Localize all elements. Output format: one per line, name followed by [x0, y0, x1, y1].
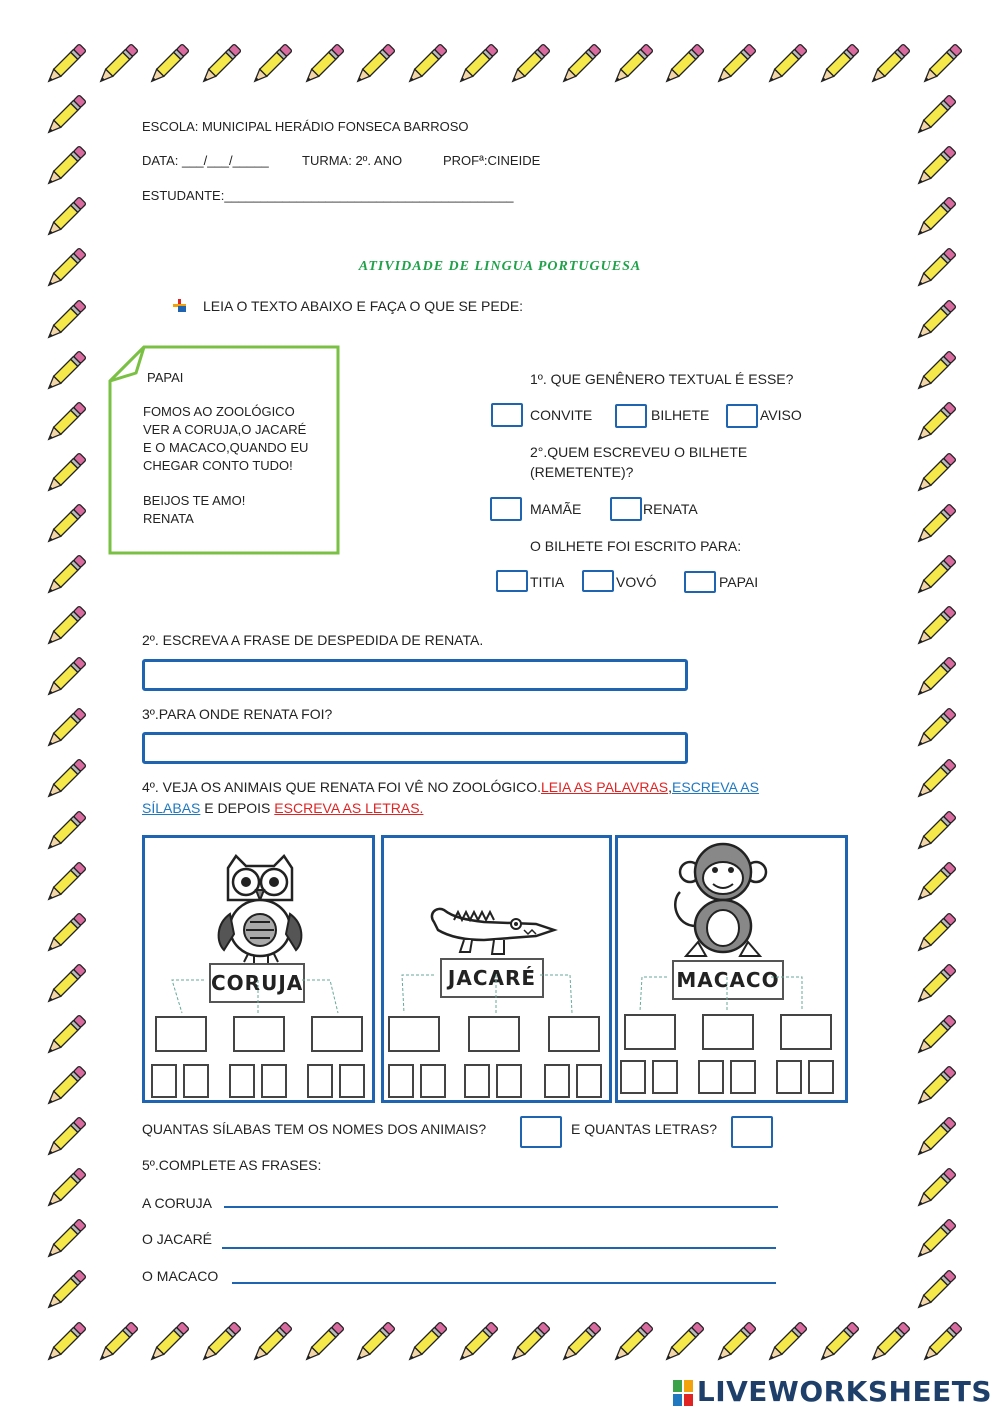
- pencil-icon: [763, 1320, 809, 1366]
- pencil-icon: [912, 962, 958, 1008]
- pencil-icon: [42, 144, 88, 190]
- sentence-coruja-label: A CORUJA: [142, 1195, 213, 1211]
- read-words-link: LEIA AS PALAVRAS: [541, 779, 669, 795]
- vovo-label: VOVÓ: [616, 574, 657, 590]
- q5-question: 5º.COMPLETE AS FRASES:: [142, 1157, 322, 1173]
- pencil-icon: [912, 911, 958, 957]
- papai-label: PAPAI: [719, 574, 759, 590]
- renata-checkbox[interactable]: [610, 497, 642, 521]
- q4-comma: ,: [668, 779, 673, 795]
- q3-question: O BILHETE FOI ESCRITO PARA:: [530, 538, 742, 554]
- pencil-icon: [918, 42, 964, 88]
- pencil-icon: [42, 911, 88, 957]
- titia-label: TITIA: [530, 574, 565, 590]
- convite-label: CONVITE: [530, 407, 593, 423]
- pencil-icon: [42, 349, 88, 395]
- pencil-icon: [712, 1320, 758, 1366]
- pencil-icon: [94, 1320, 140, 1366]
- pencil-icon: [506, 42, 552, 88]
- syllable-count-input[interactable]: [520, 1116, 562, 1148]
- q4-middle: E DEPOIS: [200, 800, 275, 816]
- pencil-icon: [912, 809, 958, 855]
- pencil-icon: [557, 42, 603, 88]
- pencil-icon: [42, 809, 88, 855]
- note-line-3: E O MACACO,QUANDO EU: [143, 440, 309, 455]
- pencil-icon: [42, 1013, 88, 1059]
- pencil-icon: [42, 860, 88, 906]
- pencil-icon: [42, 1115, 88, 1161]
- letter-count-question: E QUANTAS LETRAS?: [571, 1121, 718, 1137]
- pencil-icon: [912, 757, 958, 803]
- papai-checkbox[interactable]: [684, 571, 716, 593]
- pencil-icon: [145, 42, 191, 88]
- pencil-icon: [660, 42, 706, 88]
- macaco-word: MACACO: [672, 960, 784, 1000]
- coruja-word: CORUJA: [209, 963, 305, 1003]
- write-syllables-link: ESCREVA AS: [672, 779, 759, 795]
- pencil-icon: [403, 42, 449, 88]
- pencil-icon: [912, 706, 958, 752]
- bullet-icon: [172, 298, 188, 314]
- pencil-icon: [912, 604, 958, 650]
- pencil-icon: [94, 42, 140, 88]
- pencil-icon: [912, 1013, 958, 1059]
- pencil-icon: [42, 553, 88, 599]
- pencil-icon: [42, 1320, 88, 1366]
- pencil-icon: [912, 1064, 958, 1110]
- where-answer-input[interactable]: [142, 732, 688, 764]
- pencil-icon: [866, 1320, 912, 1366]
- q4-line2: [142, 800, 423, 816]
- teacher-field: PROFª:CINEIDE: [443, 153, 541, 168]
- pencil-icon: [42, 195, 88, 241]
- farewell-answer-input[interactable]: [142, 659, 688, 691]
- sentence-macaco-label: O MACACO: [142, 1268, 219, 1284]
- pencil-icon: [42, 451, 88, 497]
- pencil-icon: [912, 860, 958, 906]
- sentence-coruja-line[interactable]: [224, 1206, 778, 1208]
- pencil-icon: [300, 42, 346, 88]
- pencil-icon: [912, 553, 958, 599]
- pencil-icon: [912, 349, 958, 395]
- pencil-icon: [454, 1320, 500, 1366]
- syllables-link: SÍLABAS: [142, 800, 201, 816]
- connector-lines: [142, 835, 848, 1103]
- pencil-icon: [42, 757, 88, 803]
- pencil-icon: [42, 1166, 88, 1212]
- pencil-icon: [712, 42, 758, 88]
- bilhete-label: BILHETE: [651, 407, 710, 423]
- titia-checkbox[interactable]: [496, 570, 528, 592]
- pencil-icon: [145, 1320, 191, 1366]
- pencil-icon: [42, 962, 88, 1008]
- pencil-icon: [918, 1320, 964, 1366]
- note-recipient: PAPAI: [147, 370, 184, 385]
- pencil-icon: [248, 42, 294, 88]
- pencil-icon: [815, 42, 861, 88]
- note-line-2: VER A CORUJA,O JACARÉ: [143, 422, 307, 437]
- pencil-icon: [42, 1268, 88, 1314]
- pencil-icon: [912, 1217, 958, 1263]
- q4-text: 4º. VEJA OS ANIMAIS QUE RENATA FOI VÊ NO ZOOLÓGICO.: [142, 779, 542, 795]
- pencil-icon: [197, 42, 243, 88]
- pencil-icon: [912, 451, 958, 497]
- renata-label: RENATA: [643, 501, 698, 517]
- pencil-icon: [351, 42, 397, 88]
- instruction: LEIA O TEXTO ABAIXO E FAÇA O QUE SE PEDE:: [203, 298, 524, 314]
- pencil-icon: [454, 42, 500, 88]
- pencil-icon: [912, 144, 958, 190]
- aviso-checkbox[interactable]: [726, 404, 758, 428]
- note-closing: BEIJOS TE AMO!: [143, 493, 246, 508]
- pencil-icon: [42, 502, 88, 548]
- student-field: ESTUDANTE:________________________________________: [142, 188, 514, 203]
- pencil-icon: [403, 1320, 449, 1366]
- pencil-icon: [912, 93, 958, 139]
- mamae-checkbox[interactable]: [490, 497, 522, 521]
- sentence-jacare-label: O JACARÉ: [142, 1231, 213, 1247]
- q2-question-line1: 2°.QUEM ESCREVEU O BILHETE: [530, 444, 748, 460]
- letter-count-input[interactable]: [731, 1116, 773, 1148]
- pencil-icon: [912, 655, 958, 701]
- farewell-question: 2º. ESCREVA A FRASE DE DESPEDIDA DE RENATA.: [142, 632, 484, 648]
- class-field: TURMA: 2º. ANO: [302, 153, 403, 168]
- pencil-icon: [912, 298, 958, 344]
- pencil-icon: [42, 604, 88, 650]
- pencil-icon: [912, 502, 958, 548]
- pencil-icon: [248, 1320, 294, 1366]
- pencil-icon: [815, 1320, 861, 1366]
- pencil-icon: [42, 706, 88, 752]
- syllable-count-question: QUANTAS SÍLABAS TEM OS NOMES DOS ANIMAIS?: [142, 1121, 487, 1137]
- bilhete-checkbox[interactable]: [615, 404, 647, 428]
- liveworksheets-badge-icon: [673, 1380, 693, 1406]
- note-line-1: FOMOS AO ZOOLÓGICO: [143, 404, 295, 419]
- pencil-icon: [912, 400, 958, 446]
- pencil-icon: [609, 1320, 655, 1366]
- aviso-label: AVISO: [760, 407, 802, 423]
- pencil-icon: [866, 42, 912, 88]
- note-line-4: CHEGAR CONTO TUDO!: [143, 458, 293, 473]
- pencil-icon: [42, 298, 88, 344]
- where-question: 3º.PARA ONDE RENATA FOI?: [142, 706, 333, 722]
- mamae-label: MAMÃE: [530, 501, 582, 517]
- pencil-icon: [351, 1320, 397, 1366]
- pencil-icon: [42, 1064, 88, 1110]
- write-letters-link: ESCREVA AS LETRAS.: [274, 800, 424, 816]
- pencil-icon: [912, 195, 958, 241]
- pencil-icon: [42, 655, 88, 701]
- pencil-icon: [42, 93, 88, 139]
- pencil-icon: [197, 1320, 243, 1366]
- pencil-icon: [763, 42, 809, 88]
- q4-line1: [142, 779, 759, 795]
- pencil-icon: [42, 42, 88, 88]
- q1-question: 1º. QUE GENÊNERO TEXTUAL É ESSE?: [530, 371, 794, 387]
- pencil-icon: [506, 1320, 552, 1366]
- convite-checkbox[interactable]: [491, 403, 523, 427]
- sentence-macaco-line[interactable]: [232, 1282, 776, 1284]
- date-field: DATA: ___/___/_____: [142, 153, 269, 168]
- liveworksheets-logo: [673, 1375, 992, 1408]
- page-title: ATIVIDADE DE LINGUA PORTUGUESA: [358, 259, 642, 274]
- pencil-icon: [660, 1320, 706, 1366]
- pencil-icon: [300, 1320, 346, 1366]
- pencil-icon: [912, 1115, 958, 1161]
- pencil-icon: [912, 1268, 958, 1314]
- vovo-checkbox[interactable]: [582, 570, 614, 592]
- q2-question-line2: (REMETENTE)?: [530, 464, 634, 480]
- note-signature: RENATA: [143, 511, 194, 526]
- brand-name: LIVEWORKSHEETS: [696, 1375, 992, 1408]
- pencil-icon: [42, 400, 88, 446]
- pencil-icon: [609, 42, 655, 88]
- jacare-word: JACARÉ: [440, 958, 544, 998]
- pencil-icon: [912, 1166, 958, 1212]
- school-name: ESCOLA: MUNICIPAL HERÁDIO FONSECA BARROSO: [142, 119, 469, 134]
- pencil-icon: [42, 1217, 88, 1263]
- pencil-icon: [557, 1320, 603, 1366]
- sentence-jacare-line[interactable]: [222, 1247, 776, 1249]
